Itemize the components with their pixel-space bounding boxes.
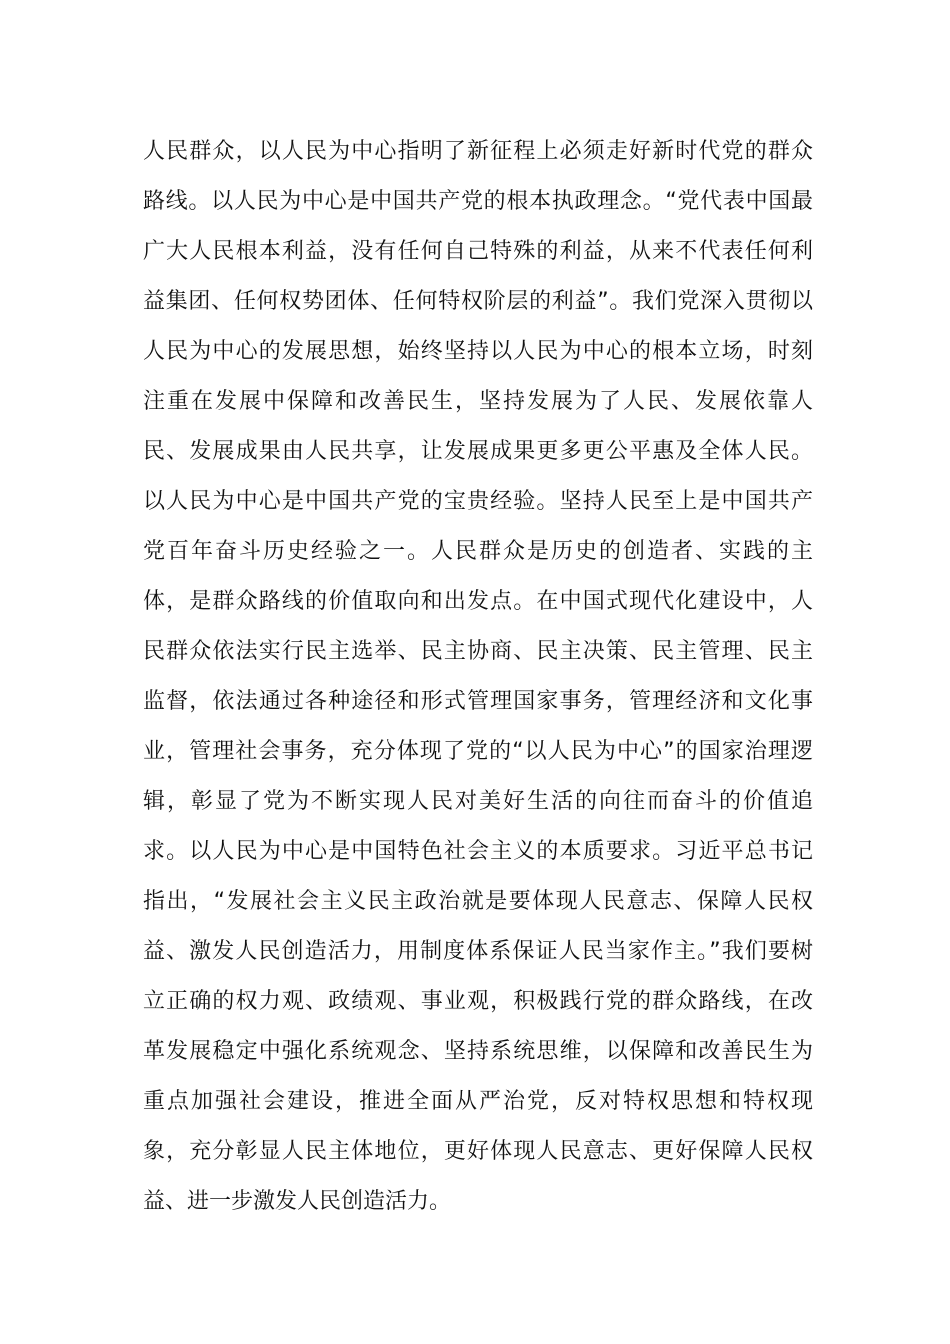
- text-line: 注重在发展中保障和改善民生，坚持发展为了人民、发展依靠人: [143, 389, 813, 414]
- text-line: 体，是群众路线的价值取向和出发点。在中国式现代化建设中，人: [143, 589, 813, 614]
- text-line: 益、激发人民创造活力，用制度体系保证人民当家作主。”我们要树: [143, 939, 813, 964]
- text-line: 益集团、任何权势团体、任何特权阶层的利益”。我们党深入贯彻以: [143, 289, 813, 314]
- text-line: 革发展稳定中强化系统观念、坚持系统思维，以保障和改善民生为: [143, 1039, 813, 1064]
- text-line: 象，充分彰显人民主体地位，更好体现人民意志、更好保障人民权: [143, 1139, 813, 1164]
- text-line: 民、发展成果由人民共享，让发展成果更多更公平惠及全体人民。: [143, 439, 813, 464]
- text-line: 辑，彰显了党为不断实现人民对美好生活的向往而奋斗的价值追: [143, 789, 813, 814]
- text-line: 监督，依法通过各种途径和形式管理国家事务，管理经济和文化事: [143, 689, 813, 714]
- body-paragraph: [143, 127, 813, 1227]
- text-line: 广大人民根本利益，没有任何自己特殊的利益，从来不代表任何利: [143, 239, 813, 264]
- text-line: 路线。以人民为中心是中国共产党的根本执政理念。“党代表中国最: [143, 189, 813, 214]
- text-line: 以人民为中心是中国共产党的宝贵经验。坚持人民至上是中国共产: [143, 489, 813, 514]
- text-line: 重点加强社会建设，推进全面从严治党，反对特权思想和特权现: [143, 1089, 813, 1114]
- text-line: 立正确的权力观、政绩观、事业观，积极践行党的群众路线，在改: [143, 989, 813, 1014]
- text-line: 求。以人民为中心是中国特色社会主义的本质要求。习近平总书记: [143, 839, 813, 864]
- text-line-last: 益、进一步激发人民创造活力。: [143, 1189, 452, 1214]
- text-line: 党百年奋斗历史经验之一。人民群众是历史的创造者、实践的主: [143, 539, 813, 564]
- text-line: 民群众依法实行民主选举、民主协商、民主决策、民主管理、民主: [143, 639, 813, 664]
- text-line: 指出，“发展社会主义民主政治就是要体现人民意志、保障人民权: [143, 889, 813, 914]
- text-line: 人民为中心的发展思想，始终坚持以人民为中心的根本立场，时刻: [143, 339, 813, 364]
- text-line: 业，管理社会事务，充分体现了党的“以人民为中心”的国家治理逻: [143, 739, 813, 764]
- text-line: 人民群众，以人民为中心指明了新征程上必须走好新时代党的群众: [143, 139, 813, 164]
